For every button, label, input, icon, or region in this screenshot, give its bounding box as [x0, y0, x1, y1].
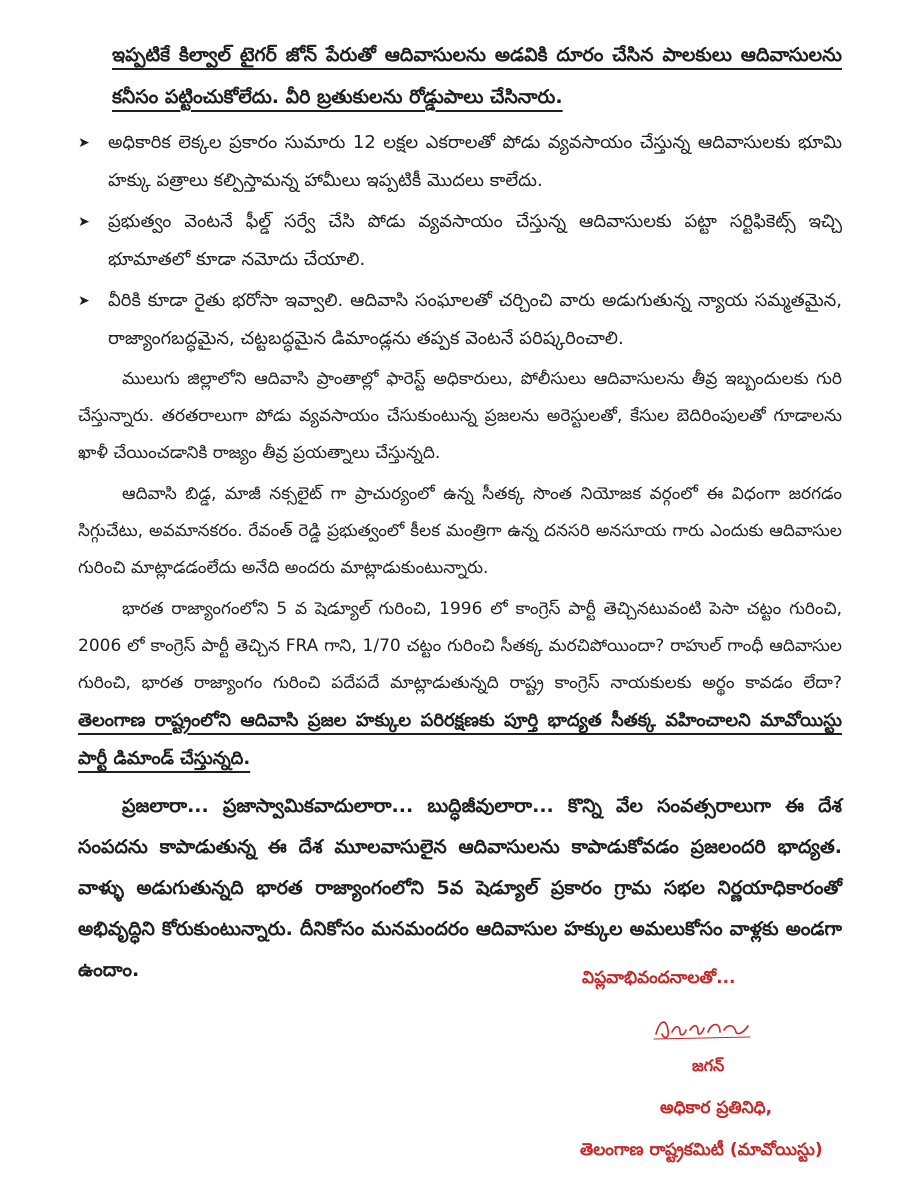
intro-underlined-text: ఇప్పటికే కిల్వాల్ టైగర్ జోన్ పేరుతో ఆదివాసులను అడవికి దూరం చేసిన పాలకులు ఆదివాసులను కనీసం పట్టించుకోలేదు. వీరి బ్రతుకులను రోడ్డుపాలు చేసినారు.	[112, 44, 842, 108]
paragraph-constitution	[78, 591, 842, 778]
bullet-text: వీరికి కూడా రైతు భరోసా ఇవ్వాలి. ఆదివాసి సంఘాలతో చర్చించి వారు అడుగుతున్న న్యాయ సమ్మతమైన, రాజ్యాంగబద్ధమైన, చట్టబద్ధమైన డిమాండ్లను తప్పక వెంటనే పరిష్కరించాలి.	[108, 290, 842, 349]
arrow-bullet-icon: ➤	[78, 293, 90, 309]
arrow-bullet-icon: ➤	[78, 135, 90, 151]
signatory-organization: తెలంగాణ రాష్ట్రకమిటీ (మావోయిస్టు)	[580, 1140, 823, 1160]
demand-bullet-list	[78, 124, 842, 358]
bullet-text: అధికారిక లెక్కల ప్రకారం సుమారు 12 లక్షల ఎకరాలతో పోడు వ్యవసాయం చేస్తున్న ఆదివాసులకు భూమి హక్కు పత్రాలు కల్పిస్తామన్న హామీలు ఇప్పటికీ మొదలు కాలేదు.	[108, 132, 842, 191]
handwritten-signature	[650, 1010, 760, 1044]
bullet-item	[78, 203, 842, 279]
signatory-title: అధికార ప్రతినిధి,	[660, 1098, 773, 1118]
paragraph-mulugu: ములుగు జిల్లాలోని ఆదివాసి ప్రాంతాల్లో ఫారెస్ట్ అధికారులు, పోలీసులు ఆదివాసులను తీవ్ర ఇబ్బందులకు గురి చేస్తున్నారు. తరతరాలుగా పోడు వ్యవసాయం చేసుకుంటున్న ప్రజలను అరెస్టులతో, కేసుల బెదిరింపులతో గూడాలను ఖాళీ చేయించడానికి రాజ్యం తీవ్ర ప్రయత్నాలు చేస్తున్నది.	[78, 369, 842, 463]
signoff-greeting: విప్లవాభివందనాలతో...	[582, 968, 736, 988]
signatory-name: జగన్	[692, 1056, 725, 1075]
bullet-text: ప్రభుత్వం వెంటనే ఫీల్డ్ సర్వే చేసి పోడు వ్యవసాయం చేస్తున్న ఆదివాసులకు పట్టా సర్టిఫికెట్స్ ఇచ్చి భూమాతలో కూడా నమోదు చేయాలి.	[108, 211, 842, 270]
bullet-item	[78, 124, 842, 200]
paragraph-constitution-text: భారత రాజ్యాంగంలోని 5 వ షెడ్యూల్ గురించి, 1996 లో కాంగ్రెస్ పార్టీ తెచ్చినటువంటి పెసా చట్టం గురించి, 2006 లో కాంగ్రెస్ పార్టీ తెచ్చిన FRA గాని, 1/70 చట్టం గురించి సీతక్క మరచిపోయిందా? రాహుల్ గాంధీ ఆదివాసుల గురించి, భారత రాజ్యాంగం గురించి పదేపదే మాట్లాడుతున్నది రాష్ట్ర కాంగ్రెస్ నాయకులకు అర్థం కావడం లేదా?	[78, 599, 842, 693]
closing-appeal: ప్రజలారా... ప్రజాస్వామికవాదులారా... బుద్ధిజీవులారా... కొన్ని వేల సంవత్సరాలుగా ఈ దేశ సంపదను కాపాడుతున్న ఈ దేశ మూలవాసులైన ఆదివాసులను కాపాడుకోవడం ప్రజలందరి భాద్యత. వాళ్ళు అడుగుతున్నది భారత రాజ్యాంగంలోని 5వ షెడ్యూల్ ప్రకారం గ్రామ సభల నిర్ణయాధికారంతో అభివృద్ధిని కోరుకుంటున్నారు. దీనికోసం మనమందరం ఆదివాసుల హక్కుల అమలుకోసం వాళ్లకు అండగా ఉందాం.	[78, 795, 842, 981]
paragraph-seethakka: ఆదివాసి బిడ్డ, మాజీ నక్సలైట్ గా ప్రాచుర్యంలో ఉన్న సీతక్క సొంత నియోజక వర్గంలో ఈ విధంగా జరగడం సిగ్గుచేటు, అవమానకరం. రేవంత్ రెడ్డి ప్రభుత్వంలో కీలక మంత్రిగా ఉన్న దనసరి అనసూయ గారు ఎందుకు ఆదివాసుల గురించి మాట్లాడడంలేదు అనేది అందరు మాట్లాడుకుంటున్నారు.	[78, 484, 842, 578]
bullet-item	[78, 282, 842, 358]
intro-statement	[78, 34, 842, 118]
arrow-bullet-icon: ➤	[78, 214, 90, 230]
party-demand-underlined: తెలంగాణ రాష్ట్రంలోని ఆదివాసి ప్రజల హక్కుల పరిరక్షణకు పూర్తి భాద్యత సీతక్క వహించాలని మావోయిస్టు పార్టీ డిమాండ్ చేస్తున్నది.	[78, 710, 842, 769]
